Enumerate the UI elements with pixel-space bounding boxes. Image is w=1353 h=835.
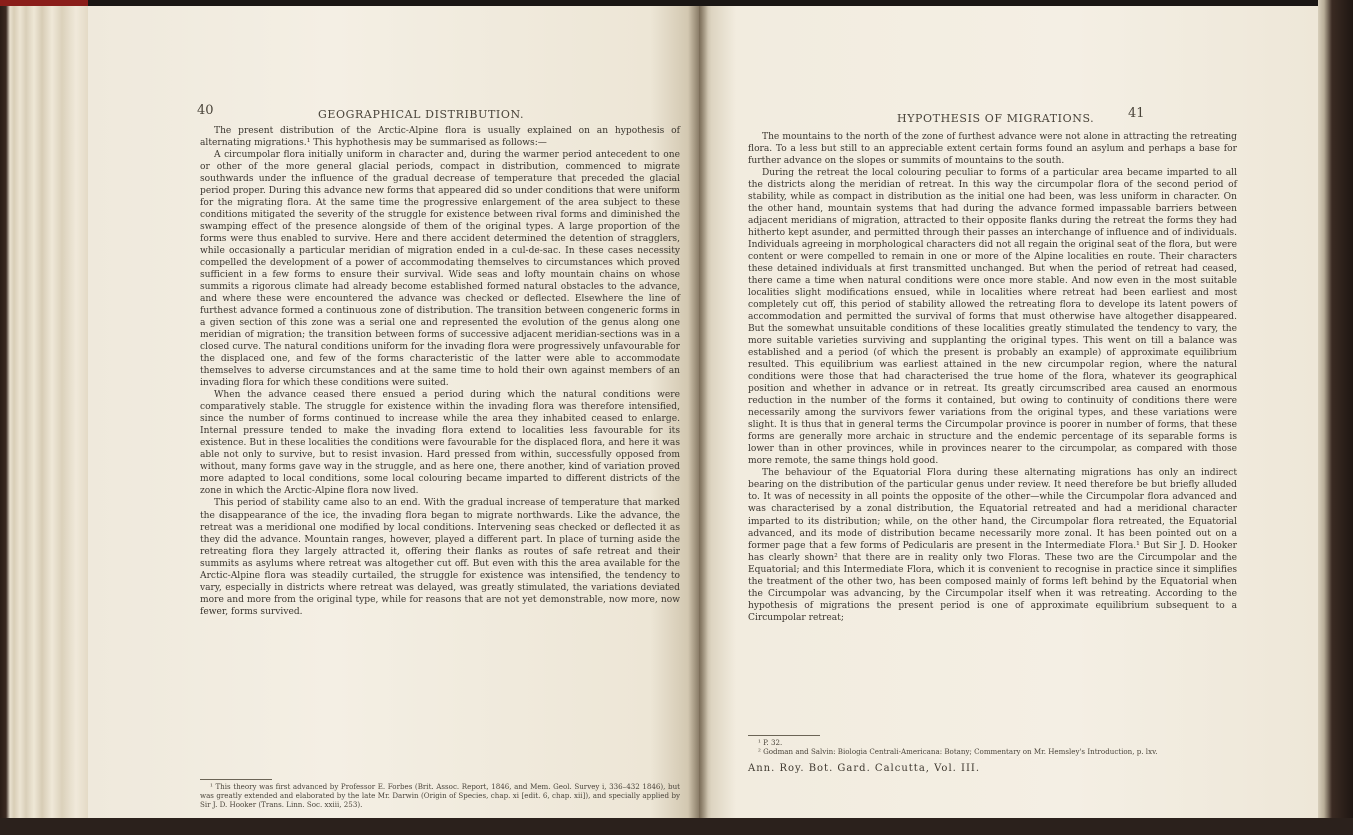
page-edges-right — [1318, 0, 1353, 835]
journal-line: Ann. Roy. Bot. Gard. Calcutta, Vol. III. — [748, 763, 981, 774]
right-footnotes — [748, 738, 1237, 756]
paragraph: The present distribution of the Arctic-Alpine flora is usually explained on an hypothesis of alternating migrations.¹ This hyphothesis may be summarised as follows:— — [200, 126, 680, 149]
paragraph: During the retreat the local colouring peculiar to forms of a particular area became imparted to all the districts along the meridian of retreat. In this way the circumpolar flora of the second period of stability, while as compact in distribution as the initial one had been, was less uniform in character. On the other hand, mountain systems that had during the advance formed impassable barriers between adjacent meridians of migration, attracted to their opposite flanks during the retreat the forms they had hitherto kept asunder, and permitted through their passes an interchange of influence and of individuals. Individuals agreeing in morphological characters did not all regain the original seat of the flora, but were content or were compelled to remain in one or more of the Alpine localities en route. Their characters these detained individuals at first transmitted unchanged. But when the period of retreat had ceased, there came a time when natural conditions were once more stable. And now even in the most suitable localities slight modifications ensued, while in localities where retreat had been earliest and most completely cut off, this period of stability allowed the retreating flora to develope its latent powers of accommodation and permitted the survival of forms that must otherwise have altogether disappeared. But the somewhat unsuitable conditions of these localities greatly stimulated the tendency to vary, the more suitable varieties surviving and supplanting the original types. This went on till a balance was established and a period (of which the present is probably an example) of approximate equilibrium resulted. This equilibrium was earliest attained in the new circumpolar region, where the natural conditions were those that had characterised the true home of the flora, whatever its geographical position and whether in advance or in retreat. Its greatly circumscribed area caused an enormous reduction in the number of the forms it contained, but owing to continuity of conditions there were necessarily among the survivors fewer variations from the original types, and these variations were slight. It is thus that in general terms the Circumpolar province is poorer in number of forms, that these forms are generally more archaic in structure and the endemic percentage of its separable forms is lower than in other provinces, while in provinces nearer to the circumpolar, as compared with those more remote, the same things hold good. — [748, 168, 1237, 467]
paragraph: The mountains to the north of the zone of furthest advance were not alone in attracting the retreating flora. To a less but still to an appreciable extent certain forms found an asylum and perhaps a base for further advance on the slopes or summits of mountains to the south. — [748, 132, 1237, 167]
right-running-head: HYPOTHESIS OF MIGRATIONS. — [897, 112, 1095, 125]
book-gutter — [688, 6, 708, 818]
left-page-number: 40 — [197, 103, 214, 118]
left-footnote — [200, 782, 680, 809]
page-edges-left — [0, 0, 88, 835]
left-running-head: GEOGRAPHICAL DISTRIBUTION. — [318, 108, 525, 121]
paragraph: The behaviour of the Equatorial Flora during these alternating migrations has only an indirect bearing on the distribution of the particular genus under review. It need therefore be but briefly alluded to. It was of necessity in all points the opposite of the other—while the Circumpolar flora advanced and was characterised by a zonal distribution, the Equatorial retreated and had a meridional character imparted to its distribution; while, on the other hand, the Circumpolar flora retreated, the Equatorial advanced, and its mode of distribution became necessarily more zonal. It has been pointed out on a former page that a few forms of Pedicularis are present in the Intermediate Flora.¹ But Sir J. D. Hooker has clearly shown² that there are in reality only two Floras. These two are the Circumpolar and the Equatorial; and this Intermediate Flora, which it is convenient to recognise in practice since it simplifies the treatment of the other two, has been composed mainly of forms left behind by the Equatorial when the Circumpolar was advancing, by the Circumpolar itself when it was retreating. According to the hypothesis of migrations the present period is one of approximate equilibrium subsequent to a Circumpolar retreat; — [748, 468, 1237, 623]
book-bottom — [0, 818, 1353, 835]
footnote-rule — [200, 779, 272, 780]
paragraph: This period of stability came also to an end. With the gradual increase of temperature that marked the disappearance of the ice, the invading flora began to migrate northwards. Like the advance, the retreat was a meridional one modified by local conditions. Intervening seas checked or deflected it as they did the advance. Mountain ranges, however, played a different part. In place of turning aside the retreating flora they largely attracted it, offering their flanks as routes of safe retreat and their summits as asylums where retreat was altogether cut off. But even with this the area available for the Arctic-Alpine flora was steadily curtailed, the struggle for existence was intensified, the tendency to vary, especially in districts where retreat was delayed, was greatly stimulated, the variations deviated more and more from the original type, while for reasons that are not yet demonstrable, now more, now fewer, forms survived. — [200, 498, 680, 617]
footnote: ¹ This theory was first advanced by Professor E. Forbes (Brit. Assoc. Report, 1846, and Mem. Geol. Survey i, 336–432 1846), but was greatly extended and elaborated by the late Mr. Darwin (Origin of Species, chap. xi [edit. 6, chap. xii]), and specially applied by Sir J. D. Hooker (Trans. Linn. Soc. xxiii, 253). — [200, 782, 680, 809]
left-body — [200, 125, 680, 618]
footnote-rule — [748, 735, 820, 736]
footnote: ¹ P. 32. — [758, 738, 783, 747]
paragraph: When the advance ceased there ensued a period during which the natural conditions were comparatively stable. The struggle for existence within the invading flora was therefore intensified, since the number of forms continued to increase while the area they inhabited ceased to enlarge. Internal pressure tended to make the invading flora extend to localities less favourable for its existence. But in these localities the conditions were favourable for the displaced flora, and here it was able not only to survive, but to resist invasion. Hard pressed from within, successfully opposed from without, many forms gave way in the struggle, and as here one, there another, kind of variation proved more adapted to local conditions, some local colouring became imparted to different districts of the zone in which the Arctic-Alpine flora now lived. — [200, 390, 680, 497]
right-body — [748, 131, 1237, 624]
paragraph: A circumpolar flora initially uniform in character and, during the warmer period antecedent to one or other of the more general glacial periods, compact in distribution, commenced to migrate southwards under the influence of the gradual decrease of temperature that preceded the glacial period proper. During this advance new forms that appeared did so under conditions that were uniform for the migrating flora. At the same time the progressive enlargement of the area subject to these conditions mitigated the severity of the struggle for existence between rival forms and diminished the swamping effect of the presence alongside of them of the original types. A large proportion of the forms were thus enabled to survive. Here and there accident determined the detention of stragglers, while occasionally a particular meridian of migration ended in a cul-de-sac. In these cases necessity compelled the development of a power of accommodating themselves to circumstances which proved sufficient in a few forms to ensure their survival. Wide seas and lofty mountain chains on whose summits a rigorous climate had already become established formed natural obstacles to the advance, and where these were encountered the advance was checked or deflected. Elsewhere the line of furthest advance formed a continuous zone of distribution. The transition between congeneric forms in a given section of this zone was a serial one and represented the evolution of the genus along one meridian of migration; the transition between forms of successive adjacent meridian-sections was in a closed curve. The natural conditions uniform for the invading flora were progressively unfavourable for the displaced one, and few of the forms characteristic of the latter were able to accommodate themselves to adverse circumstances and at the same time to hold their own against members of an invading flora for which these conditions were suited. — [200, 150, 680, 389]
footnote: ² Godman and Salvin: Biologia Centrali-Americana: Botany; Commentary on Mr. Hemsley's Introduction, p. lxv. — [758, 747, 1158, 756]
right-page-number: 41 — [1128, 106, 1145, 121]
